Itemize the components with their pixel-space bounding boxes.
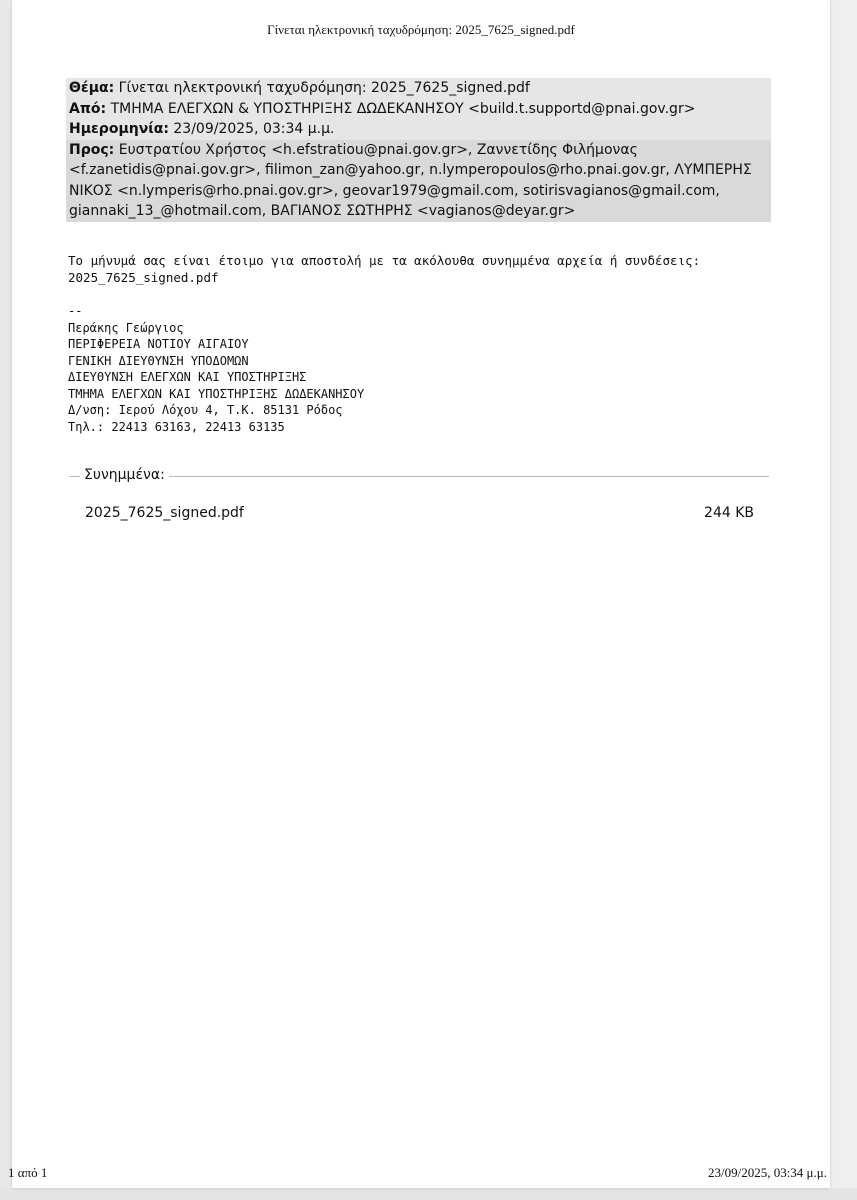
subject-row (66, 78, 771, 99)
attachment-file-name[interactable]: 2025_7625_signed.pdf (85, 505, 244, 521)
document-page (12, 0, 830, 1188)
signature-separator: -- (68, 304, 83, 318)
viewer-background-right (830, 0, 857, 1200)
date-row (66, 119, 771, 140)
to-value: Ευστρατίου Χρήστος <h.efstratiou@pnai.gov.gr>, Ζαννετίδης Φιλήμονας <f.zanetidis@pnai.gov.gr>, filimon_zan@yahoo.gr, n.lymperopoulos@rho.pnai.gov.gr, ΛΥΜΠΕΡΗΣ ΝΙΚΟΣ <n.lymperis@rho.pnai.gov.gr>, geovar1979@gmail.com, sotirisvagianos@gmail.com, giannaki_13_@hotmail.com, ΒΑΓΙΑΝΟΣ ΣΩΤΗΡΗΣ <vagianos@deyar.gr> (69, 141, 752, 219)
signature-block (68, 303, 568, 435)
subject-value: Γίνεται ηλεκτρονική ταχυδρόμηση: 2025_7625_signed.pdf (118, 80, 530, 96)
print-header: Γίνεται ηλεκτρονική ταχυδρόμηση: 2025_7625_signed.pdf (267, 22, 575, 37)
body-line-1: Το μήνυμά σας είναι έτοιμο για αποστολή με τα ακόλουθα συνημμένα αρχεία ή συνδέσεις: (68, 253, 701, 268)
signature-name: Περάκης Γεώργιος (68, 320, 184, 335)
signature-address: Δ/νση: Ιερού Λόχου 4, Τ.Κ. 85131 Ρόδος (68, 403, 343, 417)
from-row (66, 99, 771, 120)
signature-line-2: ΓΕΝΙΚΗ ΔΙΕΥΘΥΝΣΗ ΥΠΟΔΟΜΩΝ (68, 353, 249, 368)
to-row (66, 140, 771, 222)
signature-line-1: ΠΕΡΙΦΕΡΕΙΑ ΝΟΤΙΟΥ ΑΙΓΑΙΟΥ (68, 337, 249, 351)
subject-label: Θέμα: (69, 80, 115, 96)
message-body (68, 252, 788, 286)
signature-line-3: ΔΙΕΥΘΥΝΣΗ ΕΛΕΓΧΩΝ ΚΑΙ ΥΠΟΣΤΗΡΙΞΗΣ (68, 370, 307, 384)
to-label: Προς: (69, 141, 115, 158)
footer-page-info: 1 από 1 (8, 1165, 48, 1180)
attachments-divider (69, 476, 769, 477)
footer-timestamp: 23/09/2025, 03:34 μ.μ. (707, 1165, 827, 1180)
from-value: ΤΜΗΜΑ ΕΛΕΓΧΩΝ & ΥΠΟΣΤΗΡΙΞΗΣ ΔΩΔΕΚΑΝΗΣΟΥ <build.t.supportd@pnai.gov.gr> (110, 100, 696, 117)
attachment-file-size: 244 KB (704, 505, 754, 521)
email-header-block (66, 78, 771, 222)
date-label: Ημερομηνία: (69, 121, 169, 137)
body-line-2: 2025_7625_signed.pdf (68, 270, 219, 285)
viewer-background-bottom (0, 1188, 857, 1200)
signature-phone: Τηλ.: 22413 63163, 22413 63135 (68, 419, 285, 434)
signature-line-4: ΤΜΗΜΑ ΕΛΕΓΧΩΝ ΚΑΙ ΥΠΟΣΤΗΡΙΞΗΣ ΔΩΔΕΚΑΝΗΣΟΥ (68, 386, 365, 401)
attachments-legend: Συνημμένα: (80, 467, 169, 483)
date-value: 23/09/2025, 03:34 μ.μ. (173, 121, 335, 137)
from-label: Από: (69, 100, 107, 117)
